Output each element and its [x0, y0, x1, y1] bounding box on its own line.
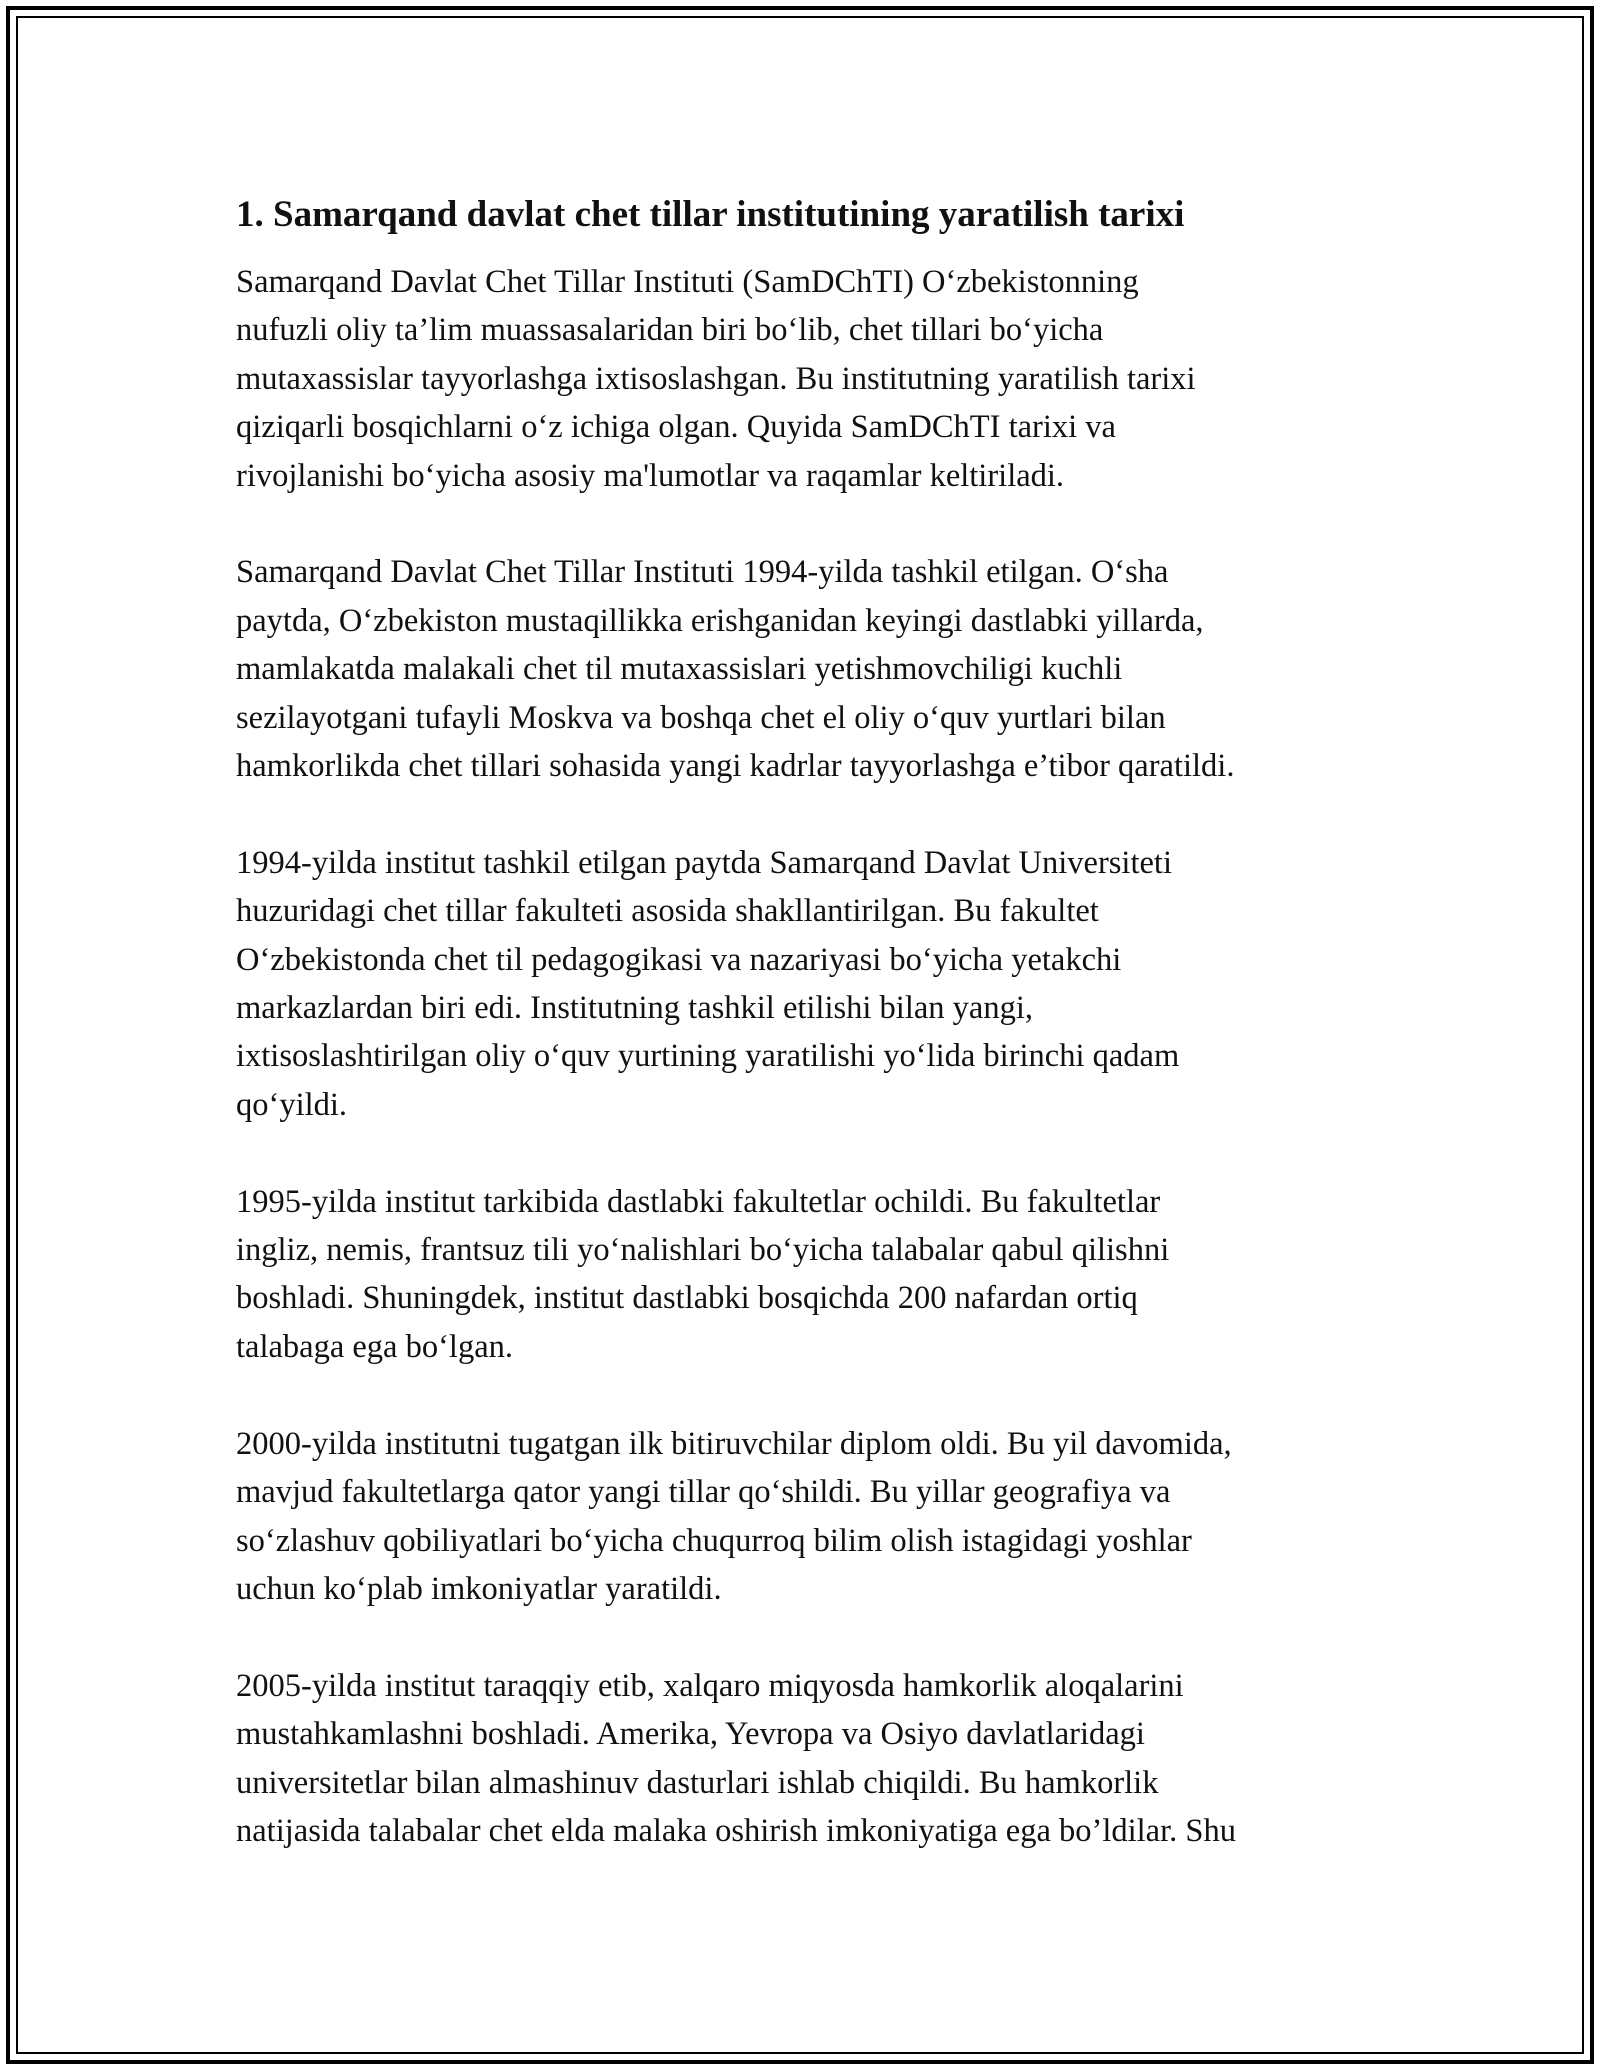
paragraph-line: ixtisoslashtirilgan oliy o‘quv yurtining yaratilishi yo‘lida birinchi qadam — [236, 1038, 1180, 1075]
paragraph-line: uchun ko‘plab imkoniyatlar yaratildi. — [236, 1570, 722, 1607]
paragraph-line: rivojlanishi bo‘yicha asosiy ma'lumotlar va raqamlar keltiriladi. — [236, 457, 1065, 494]
paragraph — [236, 1662, 1406, 1856]
paragraph — [236, 258, 1406, 500]
paragraph — [236, 1178, 1406, 1372]
paragraph-line: talabaga ega bo‘lgan. — [236, 1328, 514, 1365]
paragraph-line: ingliz, nemis, frantsuz tili yo‘nalishlari bo‘yicha talabalar qabul qilishni — [236, 1232, 1170, 1269]
paragraph-line: mavjud fakultetlarga qator yangi tillar qo‘shildi. Bu yillar geografiya va — [236, 1474, 1171, 1511]
paragraph-line: so‘zlashuv qobiliyatlari bo‘yicha chuqurroq bilim olish istagidagi yoshlar — [236, 1522, 1192, 1559]
paragraph-line: paytda, O‘zbekiston mustaqillikka erishganidan keyingi dastlabki yillarda, — [236, 602, 1204, 639]
paragraph-line: universitetlar bilan almashinuv dasturlari ishlab chiqildi. Bu hamkorlik — [236, 1764, 1159, 1801]
paragraph-line: markazlardan biri edi. Institutning tashkil etilishi bilan yangi, — [236, 990, 1033, 1027]
paragraph-line: sezilayotgani tufayli Moskva va boshqa chet el oliy o‘quv yurtlari bilan — [236, 699, 1166, 736]
paragraph-line: Samarqand Davlat Chet Tillar Instituti 1994-yilda tashkil etilgan. O‘sha — [236, 554, 1169, 591]
paragraph-line: O‘zbekistonda chet til pedagogikasi va nazariyasi bo‘yicha yetakchi — [236, 941, 1122, 978]
paragraph-line: 1995-yilda institut tarkibida dastlabki fakultetlar ochildi. Bu fakultetlar — [236, 1183, 1161, 1220]
paragraph-line: 2000-yilda institutni tugatgan ilk bitiruvchilar diplom oldi. Bu yil davomida, — [236, 1425, 1232, 1462]
paragraph-line: qiziqarli bosqichlarni o‘z ichiga olgan. Quyida SamDChTI tarixi va — [236, 409, 1116, 446]
paragraph-line: mutaxassislar tayyorlashga ixtisoslashgan. Bu institutning yaratilish tarixi — [236, 360, 1196, 397]
paragraph — [236, 839, 1406, 1129]
paragraph-line: 2005-yilda institut taraqqiy etib, xalqaro miqyosda hamkorlik aloqalarini — [236, 1667, 1184, 1704]
paragraph-line: huzuridagi chet tillar fakulteti asosida shakllantirilgan. Bu fakultet — [236, 893, 1099, 930]
paragraph-line: mustahkamlashni boshladi. Amerika, Yevropa va Osiyo davlatlaridagi — [236, 1716, 1145, 1753]
section-heading: 1. Samarqand davlat chet tillar institutining yaratilish tarixi — [236, 194, 1185, 235]
paragraph-line: 1994-yilda institut tashkil etilgan paytda Samarqand Davlat Universiteti — [236, 844, 1172, 881]
paragraph — [236, 1420, 1406, 1614]
paragraph-line: nufuzli oliy ta’lim muassasalaridan biri bo‘lib, chet tillari bo‘yicha — [236, 312, 1104, 349]
paragraph-line: qo‘yildi. — [236, 1086, 348, 1123]
paragraph-line: natijasida talabalar chet elda malaka oshirish imkoniyatiga ega bo’ldilar. Shu — [236, 1812, 1236, 1849]
paragraph-line: boshladi. Shuningdek, institut dastlabki bosqichda 200 nafardan ortiq — [236, 1280, 1138, 1317]
paragraph-line: Samarqand Davlat Chet Tillar Instituti (SamDChTI) O‘zbekistonning — [236, 264, 1139, 300]
paragraph — [236, 548, 1406, 790]
paragraph-line: mamlakatda malakali chet til mutaxassislari yetishmovchiligi kuchli — [236, 651, 1123, 688]
document-content — [236, 190, 1406, 1904]
paragraph-line: hamkorlikda chet tillari sohasida yangi kadrlar tayyorlashga e’tibor qaratildi. — [236, 748, 1235, 785]
